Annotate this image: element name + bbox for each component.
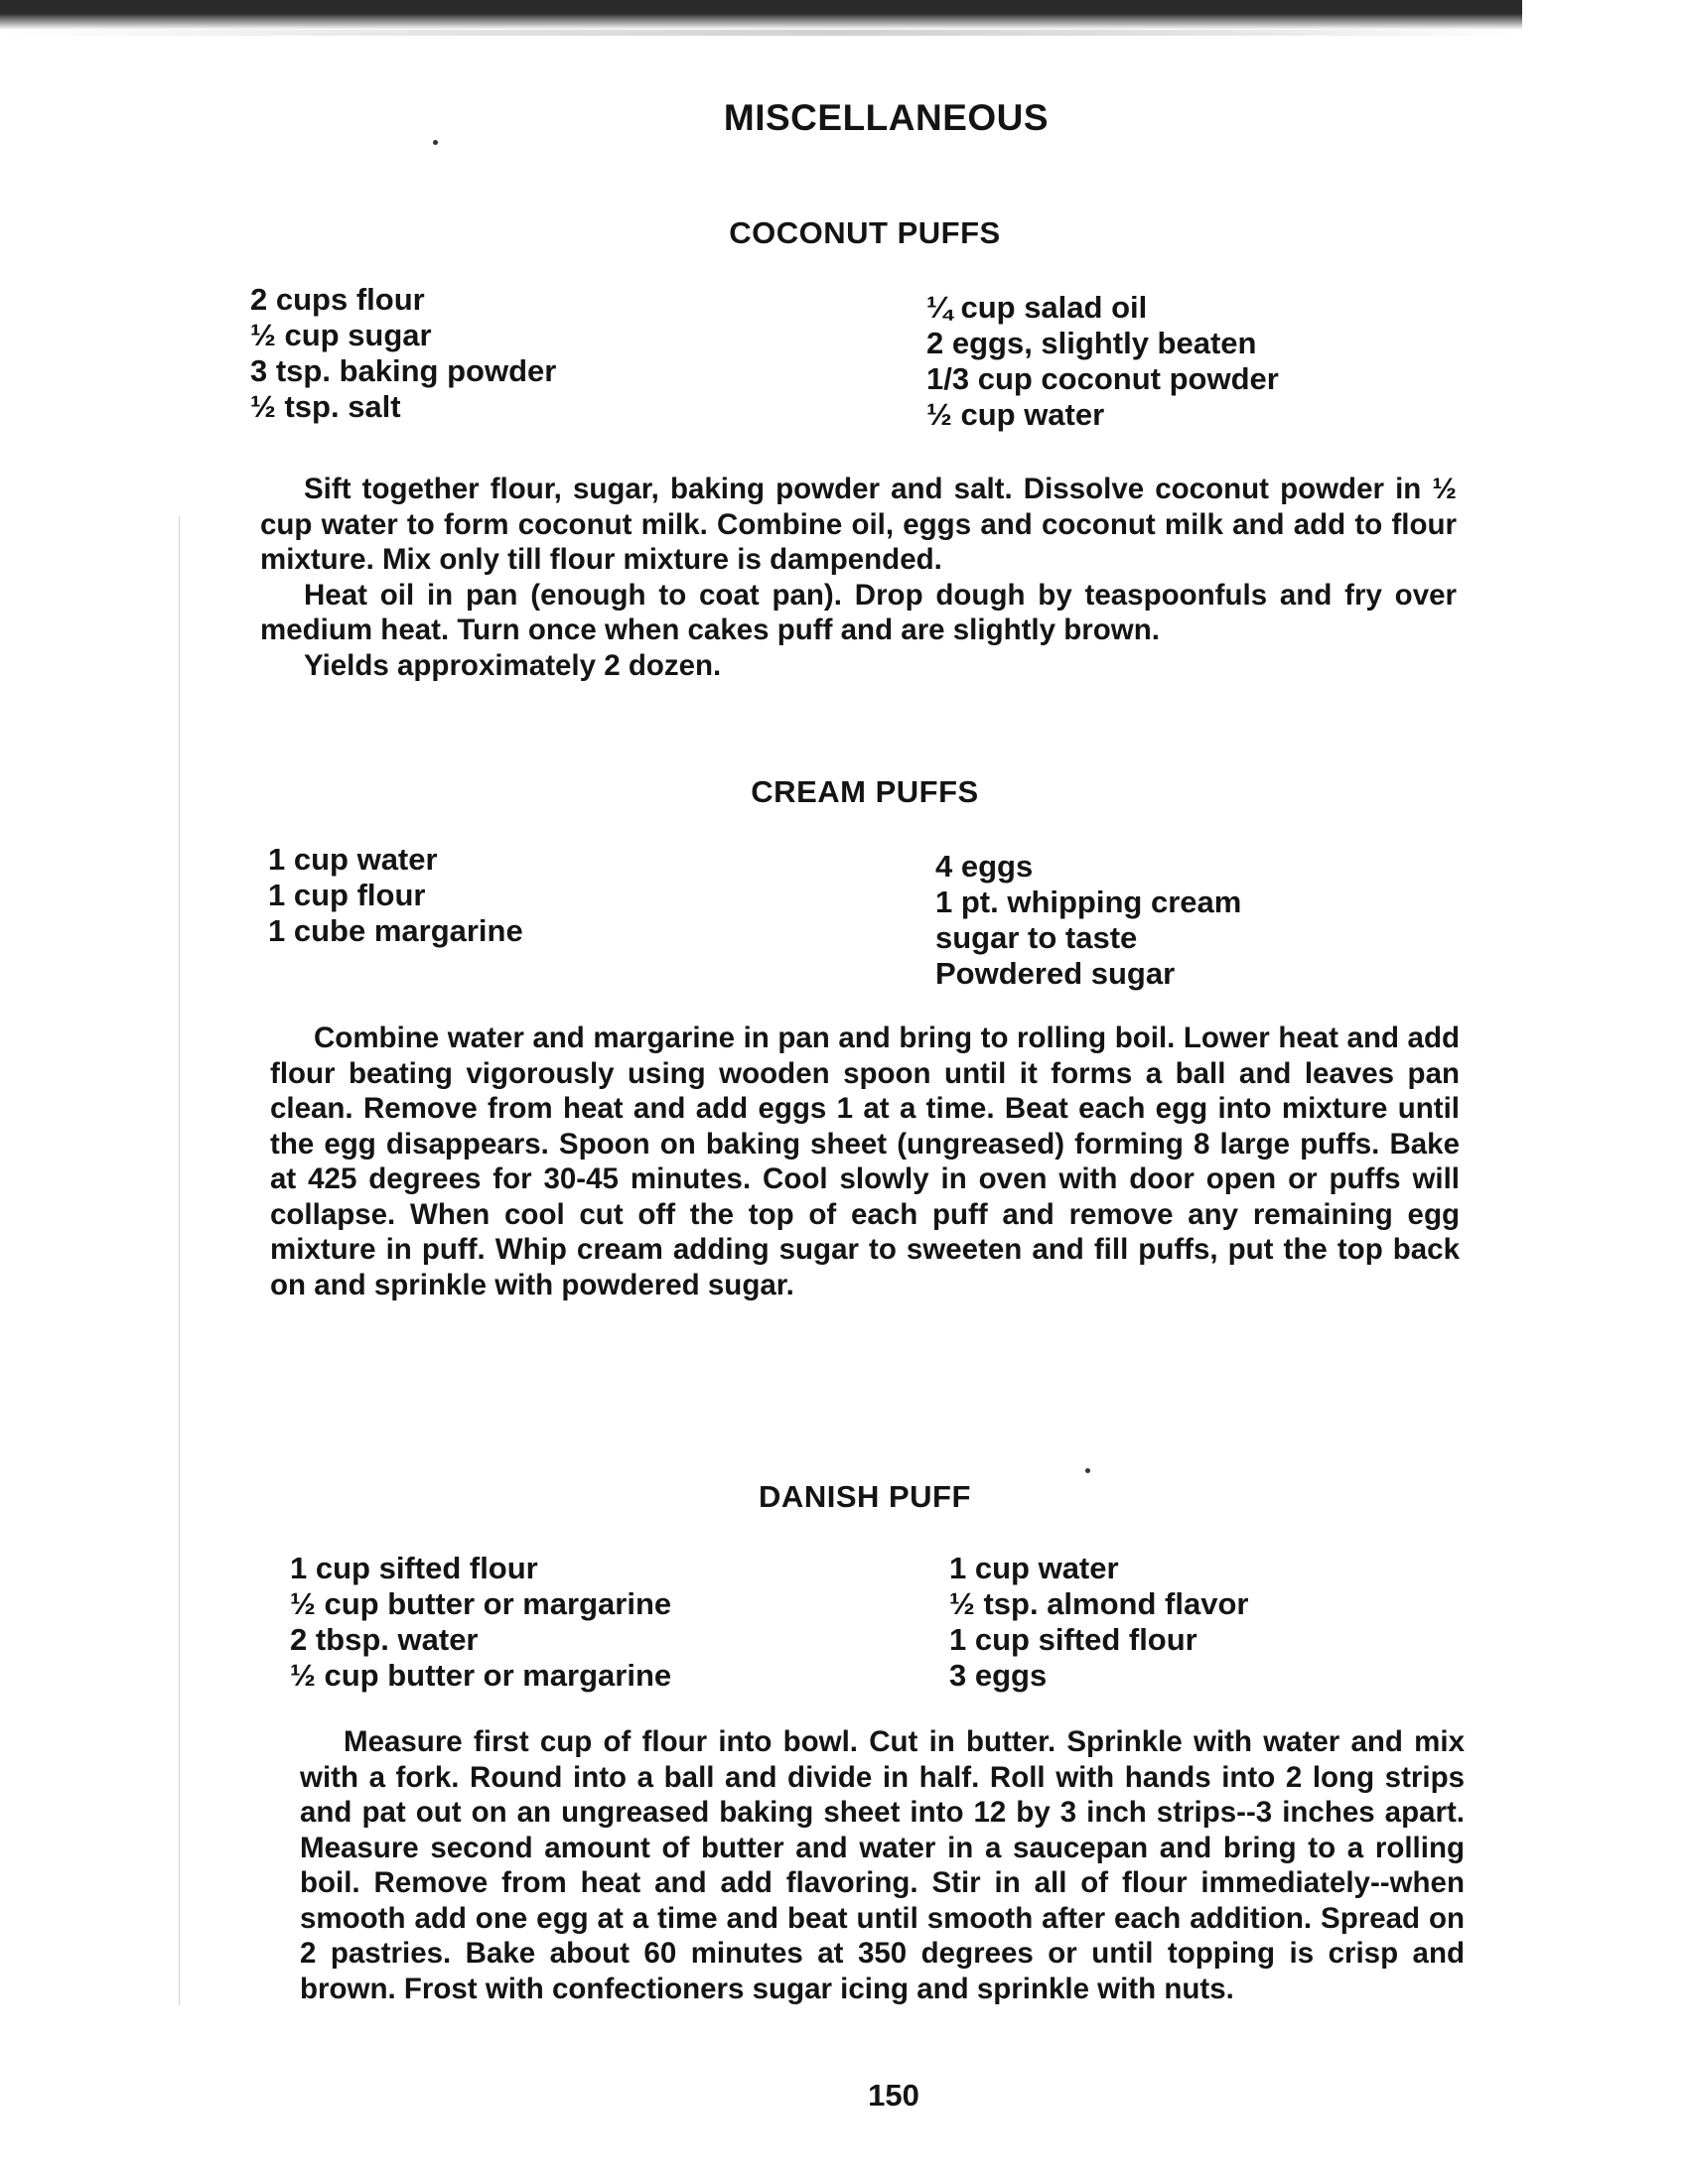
ingredient: ½ cup butter or margarine	[290, 1586, 672, 1621]
ingredients-right	[949, 1551, 1248, 1694]
ingredient: 2 cups flour	[250, 282, 425, 317]
ingredient: 1 cup water	[949, 1551, 1119, 1585]
ingredient: 1 pt. whipping cream	[935, 885, 1242, 919]
ingredient: 2 eggs, slightly beaten	[926, 326, 1257, 360]
scan-top-edge	[0, 0, 1522, 30]
ingredient: 1/3 cup coconut powder	[926, 361, 1279, 396]
recipe-title: COCONUT PUFFS	[729, 215, 1001, 250]
recipe-instructions	[260, 472, 1457, 683]
recipe-title: DANISH PUFF	[759, 1479, 971, 1514]
ingredient: 3 eggs	[949, 1658, 1048, 1693]
instruction-paragraph: Measure first cup of flour into bowl. Cut in butter. Sprinkle with water and mix with a fork. Round into a ball and divide in half. Roll with hands into 2 long strips and pat out on an ungreased baking sheet into 12 by 3 inch strips--3 inches apart. Measure second amount of butter and water in a saucepan and bring to a rolling boil. Remove from heat and add flavoring. Stir in all of flour immediately--when smooth add one egg at a time and beat until smooth after each addition. Spread on 2 pastries. Bake about 60 minutes at 350 degrees or until topping is crisp and brown. Frost with confectioners sugar icing and sprinkle with nuts.	[300, 1725, 1465, 2005]
ingredients-left	[290, 1551, 671, 1694]
scan-edge-shadow	[0, 30, 1522, 36]
recipe-instructions	[300, 1724, 1465, 2006]
ingredient: ½ tsp. almond flavor	[949, 1586, 1249, 1621]
ingredient: 1 cup sifted flour	[949, 1622, 1197, 1657]
page-title: MISCELLANEOUS	[723, 97, 1050, 138]
instruction-paragraph: Sift together flour, sugar, baking powder and salt. Dissolve coconut powder in ½ cup water to form coconut milk. Combine oil, eggs and coconut milk and add to flour mixture. Mix only till flour mixture is dampended.	[260, 473, 1457, 576]
ingredient: 1 cup sifted flour	[290, 1551, 538, 1585]
dust-speck	[433, 140, 438, 145]
ingredients-right	[926, 290, 1279, 433]
recipe-instructions	[270, 1021, 1460, 1302]
ingredient: Powdered sugar	[935, 956, 1176, 991]
ingredient: sugar to taste	[935, 920, 1138, 955]
ingredients-left	[268, 842, 523, 949]
ingredient: 2 tbsp. water	[290, 1622, 479, 1657]
ingredients-right	[935, 849, 1241, 992]
instruction-paragraph: Combine water and margarine in pan and bring to rolling boil. Lower heat and add flour beating vigorously using wooden spoon until it forms a ball and leaves pan clean. Remove from heat and add eggs 1 at a time. Beat each egg into mixture until the egg disappears. Spoon on baking sheet (ungreased) forming 8 large puffs. Bake at 425 degrees for 30-45 minutes. Cool slowly in oven with door open or puffs will collapse. When cool cut off the top of each puff and remove any remaining egg mixture in puff. Whip cream adding sugar to sweeten and fill puffs, put the top back on and sprinkle with powdered sugar.	[270, 1022, 1460, 1301]
ingredient: ½ cup sugar	[250, 318, 432, 352]
ingredient: 1 cup flour	[268, 878, 426, 912]
ingredient: 1 cube margarine	[268, 913, 523, 948]
page-right-margin	[1522, 0, 1688, 2184]
page-number: 150	[868, 2078, 919, 2113]
ingredient: 4 eggs	[935, 849, 1034, 884]
ingredient: ½ tsp. salt	[250, 389, 401, 424]
ingredient: 3 tsp. baking powder	[250, 353, 557, 388]
instruction-paragraph: Yields approximately 2 dozen.	[304, 648, 722, 682]
instruction-paragraph: Heat oil in pan (enough to coat pan). Drop dough by teaspoonfuls and fry over medium heat. Turn once when cakes puff and are slightly brown.	[260, 578, 1457, 646]
recipe-title: CREAM PUFFS	[751, 774, 979, 809]
dust-speck	[1085, 1468, 1090, 1473]
ingredient: ½ cup water	[926, 397, 1105, 432]
ingredient: 1 cup water	[268, 842, 438, 877]
ingredient: ¼ cup salad oil	[926, 290, 1148, 325]
ingredients-left	[250, 282, 556, 425]
ingredient: ½ cup butter or margarine	[290, 1658, 672, 1693]
left-margin-mark	[179, 516, 180, 2005]
